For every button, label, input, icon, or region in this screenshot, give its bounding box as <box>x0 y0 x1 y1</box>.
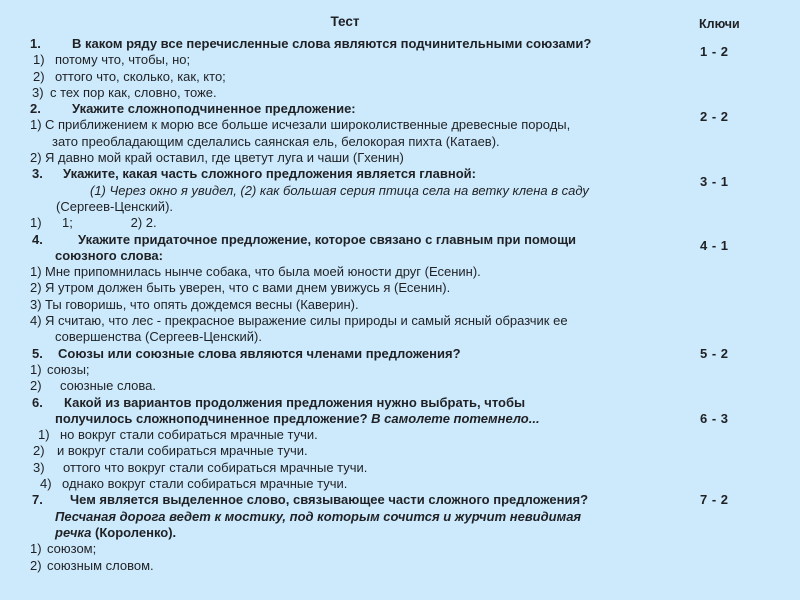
text-segment: Укажите сложноподчиненное предложение: <box>72 101 356 117</box>
text-line <box>30 215 698 231</box>
text-line <box>55 525 698 541</box>
text-line <box>55 329 698 345</box>
text-segment: Я давно мой край оставил, где цветут луга и чаши (Гхенин) <box>45 150 404 166</box>
question-line <box>32 492 698 508</box>
text-segment: (Короленко). <box>95 524 177 540</box>
text-segment: Союзы или союзные слова являются членами предложения? <box>58 345 461 361</box>
line-marker: 2) <box>30 557 42 573</box>
line-marker: 6. <box>32 394 43 410</box>
text-segment: 1; 2) 2. <box>62 215 157 231</box>
question-line <box>32 395 698 411</box>
line-marker: 2) <box>33 68 45 84</box>
answer-key: 1 - 2 <box>700 44 729 59</box>
line-marker: 1) <box>30 264 42 280</box>
keys-column-header: Ключи <box>699 17 740 31</box>
line-marker: 2) <box>30 378 42 394</box>
line-marker: 1) <box>38 427 50 443</box>
line-marker: 2) <box>33 443 45 459</box>
line-marker: 4) <box>30 313 42 329</box>
text-line <box>30 541 698 557</box>
text-segment: союзные слова. <box>60 378 157 394</box>
line-marker: 1) <box>30 361 42 377</box>
text-line <box>30 558 698 574</box>
text-segment: Чем является выделенное слово, связывающее части сложного предложения? <box>70 492 589 508</box>
text-line <box>30 117 698 133</box>
text-segment: оттого что, сколько, как, кто; <box>55 68 226 84</box>
text-segment: Я утром должен быть уверен, что с вами днем увижусь я (Есенин). <box>45 280 451 296</box>
answer-key: 2 - 2 <box>700 109 729 124</box>
text-segment: союзом; <box>47 541 97 557</box>
line-marker: 1) <box>30 215 42 231</box>
text-segment: Укажите, какая часть сложного предложения является главной: <box>63 166 476 182</box>
text-segment: оттого что вокруг стали собираться мрачные тучи. <box>63 459 368 475</box>
text-line <box>30 362 698 378</box>
line-marker: 1) <box>30 117 42 133</box>
text-segment: Ты говоришь, что опять дождемся весны (Каверин). <box>45 296 359 312</box>
text-line <box>38 427 698 443</box>
answer-key: 6 - 3 <box>700 411 729 426</box>
text-segment: зато преобладающим сделались саянская ель, белокорая пихта (Катаев). <box>52 133 500 149</box>
answer-key: 3 - 1 <box>700 174 729 189</box>
line-marker: 5. <box>32 345 43 361</box>
answer-key: 5 - 2 <box>700 346 729 361</box>
line-marker: 2) <box>30 280 42 296</box>
line-marker: 1) <box>30 541 42 557</box>
line-marker: 4. <box>32 231 43 247</box>
text-segment: Укажите придаточное предложение, которое связано с главным при помощи <box>78 231 577 247</box>
line-marker: 3) <box>30 296 42 312</box>
line-marker: 4) <box>40 476 52 492</box>
text-segment: союзы; <box>47 361 90 377</box>
text-line <box>55 248 698 264</box>
text-segment: речка <box>55 524 96 540</box>
text-segment: с тех пор как, словно, тоже. <box>50 84 217 100</box>
text-line <box>56 199 698 215</box>
text-segment: Я считаю, что лес - прекрасное выражение силы природы и самый ясный образчик ее <box>45 313 568 329</box>
text-line <box>33 69 698 85</box>
line-marker: 1. <box>30 36 41 51</box>
line-marker: 2. <box>30 101 41 117</box>
text-line <box>90 183 698 199</box>
text-segment: совершенства (Сергеев-Ценский). <box>55 329 262 345</box>
text-segment: союзного слова: <box>55 247 163 263</box>
question-line <box>32 166 698 182</box>
text-segment: В каком ряду все перечисленные слова являются подчинительными союзами? <box>72 36 592 51</box>
page-title: Тест <box>330 14 360 29</box>
text-line <box>33 443 698 459</box>
answer-key: 4 - 1 <box>700 238 729 253</box>
text-line <box>33 52 698 68</box>
text-segment: получилось сложноподчиненное предложение? <box>55 410 372 426</box>
question-line <box>32 232 698 248</box>
line-marker: 3) <box>33 459 45 475</box>
line-marker: 1) <box>33 52 45 68</box>
text-segment: В самолете потемнело... <box>371 410 540 426</box>
text-segment: Какой из вариантов продолжения предложения нужно выбрать, чтобы <box>64 394 526 410</box>
text-line <box>40 476 698 492</box>
text-segment: С приближением к морю все больше исчезали широколиственные древесные породы, <box>45 117 571 133</box>
text-segment: Песчаная дорога ведет к мостику, под которым сочится и журчит невидимая <box>55 508 582 524</box>
text-line <box>55 411 698 427</box>
text-segment: но вокруг стали собираться мрачные тучи. <box>60 427 318 443</box>
text-line <box>33 460 698 476</box>
text-line <box>30 264 698 280</box>
line-marker: 3) <box>32 84 44 100</box>
text-segment: однако вокруг стали собираться мрачные тучи. <box>62 476 348 492</box>
line-marker: 2) <box>30 150 42 166</box>
text-line <box>32 85 698 101</box>
question-line <box>32 346 698 362</box>
text-segment: (Сергеев-Ценский). <box>56 198 174 214</box>
text-segment: (1) Через окно я увидел, (2) как большая серия птица села на ветку клена в саду <box>90 182 589 198</box>
text-line <box>30 297 698 313</box>
text-line <box>30 150 698 166</box>
text-line <box>52 134 698 150</box>
text-line <box>30 280 698 296</box>
text-segment: союзным словом. <box>47 557 154 573</box>
answer-key: 7 - 2 <box>700 492 729 507</box>
text-segment: Мне припомнилась нынче собака, что была моей юности друг (Есенин). <box>45 264 481 280</box>
text-line <box>30 313 698 329</box>
question-line <box>30 36 698 52</box>
text-line <box>55 509 698 525</box>
line-marker: 7. <box>32 492 43 508</box>
text-segment: потому что, чтобы, но; <box>55 52 191 68</box>
test-body <box>30 36 698 574</box>
text-segment: и вокруг стали собираться мрачные тучи. <box>57 443 308 459</box>
question-line <box>30 101 698 117</box>
text-line <box>30 378 698 394</box>
line-marker: 3. <box>32 166 43 182</box>
